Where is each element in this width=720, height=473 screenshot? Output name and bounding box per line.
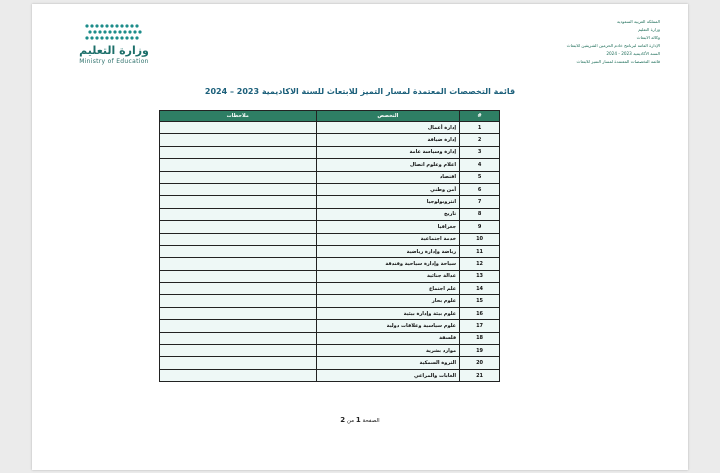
letterhead-line: قائمة التخصصات المعتمدة لمسار التميز للابتعاث [576,59,660,64]
table-row [160,295,500,307]
table-row [160,357,500,369]
table-row [160,307,500,319]
table-row [160,332,500,344]
cell-notes [160,196,317,208]
page-current: 1 [355,416,361,424]
table-row [160,122,500,134]
table-body [160,122,500,382]
cell-specialization: اقتصاد [316,171,460,183]
letterhead [510,18,660,66]
cell-num: 14 [460,283,500,295]
cell-specialization: علم اجتماع [316,283,460,295]
cell-num: 19 [460,345,500,357]
letterhead-line: وزارة التعليم [638,27,660,32]
cell-notes [160,283,317,295]
cell-notes [160,369,317,381]
letterhead-line: وكالة الابتعاث [636,35,660,40]
cell-specialization: الثروة السمكية [316,357,460,369]
cell-num: 4 [460,159,500,171]
document-title: قائمة التخصصات المعتمدة لمسار التميز للابتعاث للسنة الاكاديمية 2023 – 2024 [204,87,516,96]
table-row [160,159,500,171]
table-row [160,320,500,332]
letterhead-line: المملكة العربية السعودية [617,19,660,24]
table-row [160,171,500,183]
cell-specialization: فلسفة [316,332,460,344]
logo-english-text: Ministry of Education [79,58,149,65]
ministry-logo [64,22,164,66]
cell-specialization: جغرافيا [316,221,460,233]
cell-num: 11 [460,245,500,257]
cell-num: 1 [460,122,500,134]
page-of: من [346,418,355,424]
cell-specialization: أمن وطني [316,183,460,195]
table-row [160,134,500,146]
table-row [160,233,500,245]
cell-specialization: اعلام وعلوم اتصال [316,159,460,171]
table-row [160,283,500,295]
cell-notes [160,221,317,233]
cell-notes [160,357,317,369]
cell-notes [160,270,317,282]
cell-num: 12 [460,258,500,270]
table-row [160,258,500,270]
cell-notes [160,134,317,146]
cell-num: 17 [460,320,500,332]
table-row [160,183,500,195]
cell-notes [160,159,317,171]
cell-notes [160,332,317,344]
cell-num: 15 [460,295,500,307]
cell-specialization: إدارة أعمال [316,122,460,134]
cell-notes [160,245,317,257]
table-row [160,270,500,282]
cell-specialization: عدالة جنائية [316,270,460,282]
cell-notes [160,320,317,332]
cell-notes [160,122,317,134]
table-header-row [160,111,500,122]
cell-notes [160,345,317,357]
cell-notes [160,233,317,245]
cell-specialization: سياحة وإدارة سياحية وفندقة [316,258,460,270]
logo-dots-icon [84,22,144,44]
cell-num: 20 [460,357,500,369]
header-num: # [460,111,500,122]
cell-notes [160,208,317,220]
cell-specialization: إدارة ضيافة [316,134,460,146]
cell-num: 6 [460,183,500,195]
header-notes: ملاحظات [160,111,317,122]
logo-arabic-text: وزارة التعليم [79,44,149,57]
cell-notes [160,171,317,183]
cell-specialization: موارد بشرية [316,345,460,357]
cell-num: 3 [460,146,500,158]
cell-num: 13 [460,270,500,282]
cell-notes [160,146,317,158]
table-row [160,221,500,233]
cell-notes [160,258,317,270]
letterhead-line: الإدارة العامة لبرنامج خادم الحرمين الشريفين للابتعاث [566,43,660,48]
header-specialization: التخصص [316,111,460,122]
cell-num: 5 [460,171,500,183]
cell-num: 2 [460,134,500,146]
table-row [160,208,500,220]
cell-specialization: الغابات والمراعي [316,369,460,381]
table-row [160,345,500,357]
cell-num: 16 [460,307,500,319]
cell-num: 8 [460,208,500,220]
document-page [32,4,688,470]
cell-num: 21 [460,369,500,381]
cell-num: 9 [460,221,500,233]
page-total: 2 [340,416,346,424]
cell-specialization: تاريخ [316,208,460,220]
cell-notes [160,183,317,195]
letterhead-line: السنة الأكاديمية 2023 - 2024 [606,51,660,56]
cell-specialization: إدارة وسياسة عامة [316,146,460,158]
cell-specialization: علوم بيئة وإدارة بيئية [316,307,460,319]
page-number [32,416,688,424]
table-row [160,369,500,381]
page-label: الصفحة [362,418,380,424]
cell-num: 7 [460,196,500,208]
cell-specialization: علوم سياسية وعلاقات دولية [316,320,460,332]
cell-num: 18 [460,332,500,344]
cell-specialization: رياضة وإدارة رياضية [316,245,460,257]
table-row [160,196,500,208]
cell-specialization: انثروبولوجيا [316,196,460,208]
table-row [160,245,500,257]
specializations-table [159,110,500,382]
cell-specialization: خدمة اجتماعية [316,233,460,245]
table-row [160,146,500,158]
cell-notes [160,295,317,307]
cell-specialization: علوم بحار [316,295,460,307]
cell-num: 10 [460,233,500,245]
cell-notes [160,307,317,319]
